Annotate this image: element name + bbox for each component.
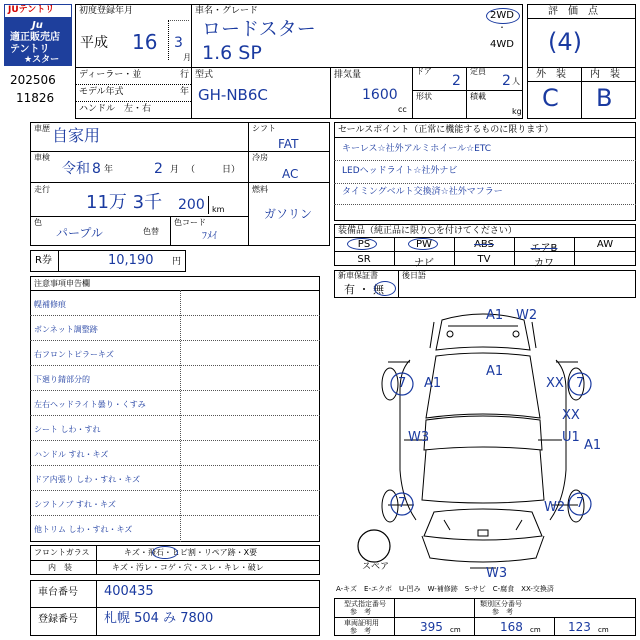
note-9: シフトノブ すれ・キズ <box>34 500 116 509</box>
color-change: 色替 <box>143 227 159 236</box>
model-name: ロードスター <box>202 18 316 40</box>
drive-2wd: 2WD <box>490 10 514 21</box>
dims-l5: 参 考 <box>350 627 371 635</box>
exterior-label: 外 装 <box>536 69 566 80</box>
note-2: ボンネット調整跡 <box>34 325 98 334</box>
shaken-year: 8 <box>92 161 101 177</box>
ac-label: 冷房 <box>252 153 268 162</box>
glass-label: フロントガラス <box>34 548 90 557</box>
katashiki-value: GH-NB6C <box>198 86 268 104</box>
dmg-rf1: XX <box>546 376 564 391</box>
model-year-label: モデル年式 <box>79 87 124 97</box>
capacity-label: 定員 <box>470 67 486 76</box>
interior-grade: B <box>596 84 613 112</box>
interior-cond-value: キズ・汚レ・コゲ・穴・スレ・キレ・破レ <box>112 563 264 572</box>
fuel-label: 燃料 <box>252 185 268 194</box>
shift-label: シフト <box>252 124 276 133</box>
score-label: 評 価 点 <box>548 6 598 17</box>
dims-l3a: 参 考 <box>350 608 371 616</box>
reg-era: 平成 <box>80 35 108 51</box>
note-6: シート しわ・すれ <box>34 425 101 434</box>
note-8: ドア内張り しわ・すれ・キズ <box>34 475 141 484</box>
note-1: 幌補修痕 <box>34 300 66 309</box>
logo-tentori: テントリ <box>10 44 50 55</box>
dims-width: 168 <box>500 620 523 634</box>
color-label: 色 <box>34 218 42 227</box>
logo-tekisei: 適正販売店 <box>10 32 60 43</box>
dmg-rf2: XX <box>562 408 580 423</box>
drive-dot: ・ <box>498 23 506 32</box>
doors-value: 2 <box>452 73 461 89</box>
ac-value: AC <box>282 167 299 181</box>
tire-rf: 7 <box>576 376 585 391</box>
dmg-rr: W2 <box>544 500 566 515</box>
equip-pw: PW <box>416 239 432 250</box>
chassis-value: 400435 <box>104 584 154 599</box>
logo-brand: JUテントリ <box>8 5 55 15</box>
reg-label: 初度登録年月 <box>79 6 134 16</box>
dims-width-unit: cm <box>530 626 541 634</box>
glass-value: キズ・飛石・ヒビ割・リペア跡・X要 <box>124 548 258 557</box>
plate-label: 登録番号 <box>38 614 78 625</box>
reg-year: 16 <box>132 30 158 54</box>
note-10: 他トリム しわ・すれ・キズ <box>34 525 133 534</box>
logo <box>4 4 72 66</box>
dmg-hood: A1 <box>486 364 504 379</box>
shift-value: FAT <box>278 137 299 151</box>
equip-airbag: エアB <box>530 243 558 254</box>
displacement-label: 排気量 <box>334 70 362 80</box>
stock-number-bottom: 11826 <box>16 91 55 105</box>
note-3: 右フロントピラーキズ <box>34 350 114 359</box>
shaken-day: （ 日） <box>186 165 241 175</box>
dims-length-unit: cm <box>450 626 461 634</box>
exterior-grade: C <box>542 84 559 112</box>
shaken-month-unit: 月 <box>170 165 180 175</box>
note-4: 下廻り錆部分的 <box>34 375 90 384</box>
shaken-month: 2 <box>154 161 163 177</box>
dmg-rf3: U1 <box>562 430 580 445</box>
equip-ps: PS <box>357 239 371 250</box>
dmg-top-w2: W2 <box>516 308 538 323</box>
mileage-tail: 200 <box>178 197 205 213</box>
logo-star: ★スター <box>24 55 60 65</box>
color-code: ﾌﾒｲ <box>202 231 217 242</box>
sales-item-3: タイミングベルト交換済☆社外マフラー <box>342 187 503 197</box>
sales-item-1: キーレス☆社外アルミホイール☆ETC <box>342 144 492 154</box>
model-label: 車名・グレード <box>195 6 259 16</box>
spare-label: スペア <box>362 562 390 572</box>
load-label: 積載 <box>470 92 486 101</box>
notes-title: 注意事項申告欄 <box>34 279 90 288</box>
load-unit: kg <box>512 107 522 116</box>
warranty-label: 新車保証書 <box>338 271 378 280</box>
equipment-title: 装備品（純正品に限り○を付けてください） <box>338 226 517 236</box>
fuel-value: ガソリン <box>264 207 313 221</box>
interior-cond-label: 内 装 <box>48 563 72 572</box>
handle-label: ハンドル 左・右 <box>79 104 152 114</box>
dims-l3b: 参 考 <box>492 608 513 616</box>
plate-value: 札幌 504 み 7800 <box>104 611 214 626</box>
equip-aw: AW <box>596 239 614 250</box>
capacity-value: 2 <box>502 73 511 89</box>
equip-navi: ナビ <box>414 258 434 269</box>
equip-tv: TV <box>477 254 491 265</box>
dmg-top-a1: A1 <box>486 308 504 323</box>
tire-lr: 7 <box>398 496 407 511</box>
displacement-unit: cc <box>398 105 407 114</box>
drive-4wd: 4WD <box>490 39 514 50</box>
dealer-label-b: 行 <box>180 70 190 80</box>
reg-month-unit: 月 <box>183 53 191 62</box>
model-year-unit: 年 <box>180 87 190 97</box>
dmg-lside: W3 <box>408 430 430 445</box>
sales-title: セールスポイント（正常に機能するものに限ります） <box>338 125 554 135</box>
reg-month: 3 <box>174 35 183 51</box>
after-label: 後日語 <box>402 271 426 280</box>
recycle-unit: 円 <box>172 257 182 267</box>
color-value: パープル <box>56 226 103 240</box>
glass-circle <box>152 546 178 559</box>
interior-label: 内 装 <box>590 69 620 80</box>
doors-label: ドア <box>416 67 432 76</box>
shaken-year-unit: 年 <box>104 165 114 175</box>
logo-ju: Ju <box>32 20 43 31</box>
stock-number-top: 202506 <box>10 73 56 87</box>
tire-rr: 7 <box>576 496 585 511</box>
displacement-value: 1600 <box>362 87 398 103</box>
dims-length: 395 <box>420 620 443 634</box>
tire-lf: 7 <box>398 376 407 391</box>
color-code-label: 色コード <box>174 218 206 227</box>
dims-height-unit: cm <box>598 626 609 634</box>
dmg-rear: W3 <box>486 566 508 581</box>
recycle-value: 10,190 <box>108 253 154 268</box>
dims-l1: 型式指定番号 <box>344 600 386 608</box>
mileage-label: 走行 <box>34 185 50 194</box>
shaken-era: 令和 <box>62 161 90 177</box>
model-grade: 1.6 SP <box>202 42 262 64</box>
note-5: 左右ヘッドライト曇り・くすみ <box>34 400 146 409</box>
capacity-unit: 人 <box>512 77 520 86</box>
mileage-value: 11万 3千 <box>86 192 163 213</box>
dmg-lf: A1 <box>424 376 442 391</box>
dmg-rdoor: A1 <box>584 438 602 453</box>
warranty-circle <box>374 281 396 296</box>
dealer-label: ディーラー・並 <box>79 70 142 80</box>
damage-legend: A-キズ E-エクボ U-凹み W-補修跡 S-サビ C-腐食 XX-交換済 <box>336 585 554 593</box>
usage-value: 自家用 <box>52 126 101 145</box>
warranty-value: 有 ・ 無 <box>344 283 384 296</box>
score-value: (4) <box>548 28 582 56</box>
sales-item-2: LEDヘッドライト☆社外ナビ <box>342 166 458 176</box>
katashiki-label: 型式 <box>195 70 214 80</box>
equip-leather: カワ <box>534 258 554 269</box>
shaken-label: 車検 <box>34 153 50 162</box>
note-7: ハンドル すれ・キズ <box>34 450 109 459</box>
usage-label: 車歴 <box>34 124 50 133</box>
chassis-label: 車台番号 <box>38 587 78 598</box>
shape-label: 形状 <box>416 92 432 101</box>
equip-abs: ABS <box>474 239 494 250</box>
dims-l4: 車両証明用 <box>344 619 379 627</box>
recycle-label: R券 <box>35 255 52 266</box>
mileage-unit: km <box>212 205 225 214</box>
dims-l2: 類別区分番号 <box>480 600 522 608</box>
equip-sr: SR <box>357 254 371 265</box>
dims-height: 123 <box>568 620 591 634</box>
